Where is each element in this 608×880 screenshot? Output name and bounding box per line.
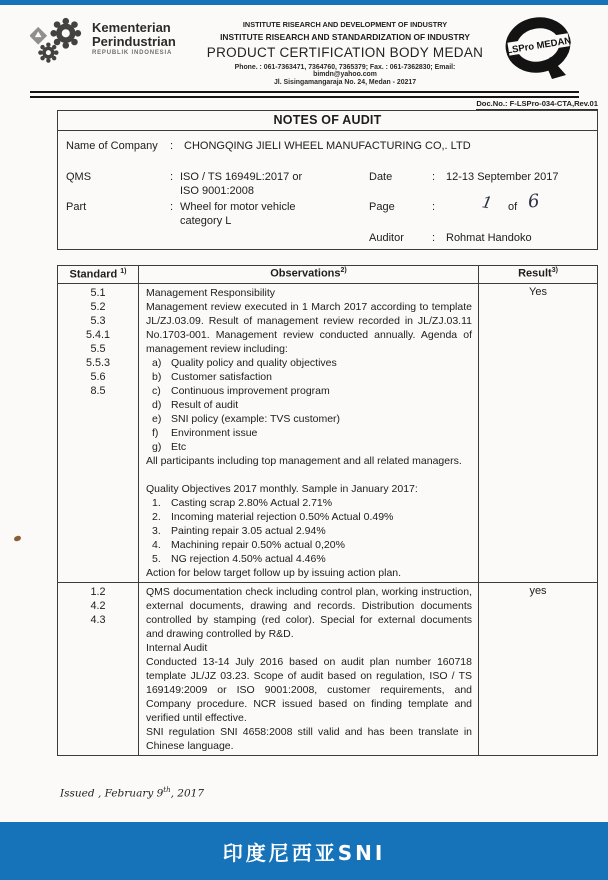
list-marker: 5. <box>152 552 161 565</box>
contact-line: Phone. : 061-7363471, 7364760, 7365379; Fax. : 061-7362830; Email: bimdn@yahoo.com <box>234 64 456 78</box>
address-line: Jl. Sisingamangaraja No. 24, Medan - 20217 <box>273 79 417 86</box>
standard-clause: 5.2 <box>90 300 106 313</box>
issued-date-year: , 2017 <box>170 787 205 800</box>
standard-clause: 4.3 <box>90 613 106 626</box>
institute-line1: INSTITUTE RISEARCH AND DEVELOPMENT OF INDUSTRY <box>242 20 448 29</box>
lspro-logo-block <box>488 13 580 96</box>
standard-clauses-cell <box>58 284 139 582</box>
date-label: Date <box>369 171 393 183</box>
company-label: Name of Company <box>66 140 158 152</box>
ministry-name-line3: REPUBLIK INDONESIA <box>92 50 173 56</box>
observation-paragraph: QMS documentation check including control plan, working instruction, external documents, drawing and records. Distribution documents controlled by stamping (red color). Special for external documents and drawing controlled by R&D. <box>146 585 472 640</box>
agenda-item <box>146 370 472 384</box>
list-text: Continuous improvement program <box>171 384 330 397</box>
result-column-header <box>479 266 597 283</box>
observations-column-header <box>139 266 479 283</box>
list-marker: f) <box>152 426 159 439</box>
list-marker: 3. <box>152 524 161 537</box>
lspro-logo-text: LSPro MEDAN <box>505 35 572 57</box>
result-header-label: Result <box>518 267 552 280</box>
list-marker: 1. <box>152 496 161 509</box>
agenda-item <box>146 412 472 426</box>
agenda-item <box>146 384 472 398</box>
list-text: Etc <box>171 440 187 453</box>
observation-paragraph: SNI regulation SNI 4658:2008 still valid and has been translate in Chinese language. <box>146 725 472 752</box>
ministry-name <box>92 13 176 56</box>
issued-date-ordinal: th <box>163 786 171 794</box>
observation-line: Action for below target follow up by issuing action plan. <box>146 566 402 579</box>
audit-observations-table <box>57 265 598 756</box>
scan-speck <box>13 535 21 542</box>
page-label: Page <box>369 201 395 213</box>
institution-titles <box>202 13 488 96</box>
list-text: Customer satisfaction <box>171 370 272 383</box>
observation-heading: Internal Audit <box>146 641 208 654</box>
letterhead <box>30 13 580 96</box>
agenda-item <box>146 426 472 440</box>
agenda-item <box>146 440 472 454</box>
document-title: NOTES OF AUDIT <box>57 110 598 131</box>
standard-clause: 5.3 <box>90 314 106 327</box>
standard-clauses-cell <box>58 583 139 755</box>
colon: : <box>432 201 436 213</box>
list-text: SNI policy (example: TVS customer) <box>171 412 341 425</box>
objective-item <box>146 510 472 524</box>
issued-date-line <box>60 786 204 800</box>
ministry-logo-block <box>30 13 202 96</box>
objective-item <box>146 552 472 566</box>
table-row <box>58 583 597 755</box>
standard-clause: 5.5.3 <box>85 356 110 369</box>
observation-paragraph: Management review executed in 1 March 2017 according to template JL/ZJ.03.09. Result of management review recorded in JL/ZJ.03.11 No.1703-001. Management review conducted annually. Agenda of management review including: <box>146 300 472 355</box>
result-cell: yes <box>529 584 547 597</box>
observations-header-footnote: 2) <box>340 267 347 274</box>
standard-clause: 5.6 <box>90 370 106 383</box>
auditor-label: Auditor <box>369 232 404 244</box>
part-label: Part <box>66 201 87 213</box>
colon: : <box>432 232 436 244</box>
table-row <box>58 284 597 583</box>
part-value-line2: category L <box>180 215 232 227</box>
colon: : <box>432 171 436 183</box>
qms-label: QMS <box>66 171 92 183</box>
qms-value-line2: ISO 9001:2008 <box>180 185 255 197</box>
page-of-label: of <box>508 201 518 213</box>
list-marker: d) <box>152 398 162 411</box>
ministry-name-line1: Kementerian <box>92 20 171 35</box>
result-header-footnote: 3) <box>551 267 558 274</box>
institute-line2: INSTITUTE RISEARCH AND STANDARDIZATION OF INDUSTRY <box>220 32 470 42</box>
page-total-handwritten: 6 <box>526 190 541 213</box>
list-text: Painting repair 3.05 actual 2.94% <box>171 524 326 537</box>
standard-clause: 5.1 <box>90 286 106 299</box>
list-marker: a) <box>152 356 162 369</box>
list-text: NG rejection 4.50% actual 4.46% <box>171 552 326 565</box>
agenda-item <box>146 398 472 412</box>
standard-clause: 8.5 <box>90 384 106 397</box>
audit-info-form <box>57 130 598 250</box>
list-text: Casting scrap 2.80% Actual 2.71% <box>171 496 333 509</box>
header-divider-rule <box>30 91 579 98</box>
top-blue-bar <box>0 0 608 5</box>
auditor-value: Rohmat Handoko <box>446 232 532 244</box>
observations-cell <box>139 583 479 755</box>
observations-cell <box>139 284 479 582</box>
objective-item <box>146 538 472 552</box>
colon: : <box>170 171 174 183</box>
certification-body-name: PRODUCT CERTIFICATION BODY MEDAN <box>206 45 484 60</box>
observation-heading: Management Responsibility <box>146 286 275 299</box>
standard-clause: 5.4.1 <box>85 328 110 341</box>
observations-header-label: Observations <box>270 267 341 280</box>
list-marker: 4. <box>152 538 161 551</box>
list-marker: 2. <box>152 510 161 523</box>
table-header-row <box>58 266 597 284</box>
banner-caption: 印度尼西亚SNI <box>222 840 386 865</box>
company-value: CHONGQING JIELI WHEEL MANUFACTURING CO,. LTD <box>184 140 471 152</box>
standard-column-header <box>58 266 139 283</box>
agenda-item <box>146 356 472 370</box>
observation-line: All participants including top management and all related managers. <box>146 454 462 467</box>
list-marker: b) <box>152 370 162 383</box>
list-text: Environment issue <box>171 426 258 439</box>
colon: : <box>170 201 174 213</box>
result-cell: Yes <box>529 285 547 298</box>
list-text: Machining repair 0.50% actual 0,20% <box>171 538 345 551</box>
standard-clause: 5.5 <box>90 342 106 355</box>
standard-header-label: Standard <box>69 268 118 281</box>
list-text: Quality policy and quality objectives <box>171 356 337 369</box>
lspro-medan-logo-icon <box>500 13 580 96</box>
list-marker: g) <box>152 440 162 453</box>
ministry-gears-icon <box>30 13 88 76</box>
standard-clause: 4.2 <box>90 599 106 612</box>
doc-number: Doc.No.: F-LSPro-034-CTA,Rev.01 <box>476 99 598 108</box>
standard-header-footnote: 1) <box>120 268 127 275</box>
list-marker: c) <box>152 384 161 397</box>
objective-item <box>146 496 472 510</box>
issued-date-text: Issued , February 9 <box>60 787 164 800</box>
bottom-banner <box>0 822 608 880</box>
observation-line: Quality Objectives 2017 monthly. Sample in January 2017: <box>146 482 418 495</box>
ministry-name-line2: Perindustrian <box>92 34 176 49</box>
page-current-handwritten: 1 <box>480 192 494 213</box>
qms-value-line1: ISO / TS 16949L:2017 or <box>180 171 303 183</box>
standard-clause: 1.2 <box>90 585 106 598</box>
observation-paragraph: Conducted 13-14 July 2016 based on audit plan number 160718 template JL/JZ 03.23. Scope of audit based on regulation, ISO / TS 169149:2009 or ISO 9001:2008, customer requirements, and Company procedure. NCR issued based on finding template and verified until effective. <box>146 655 472 724</box>
list-text: Incoming material rejection 0.50% Actual 0.49% <box>171 510 394 523</box>
part-value-line1: Wheel for motor vehicle <box>180 201 296 213</box>
list-text: Result of audit <box>171 398 239 411</box>
objective-item <box>146 524 472 538</box>
list-marker: e) <box>152 412 162 425</box>
colon: : <box>170 140 174 152</box>
date-value: 12-13 September 2017 <box>446 171 559 183</box>
